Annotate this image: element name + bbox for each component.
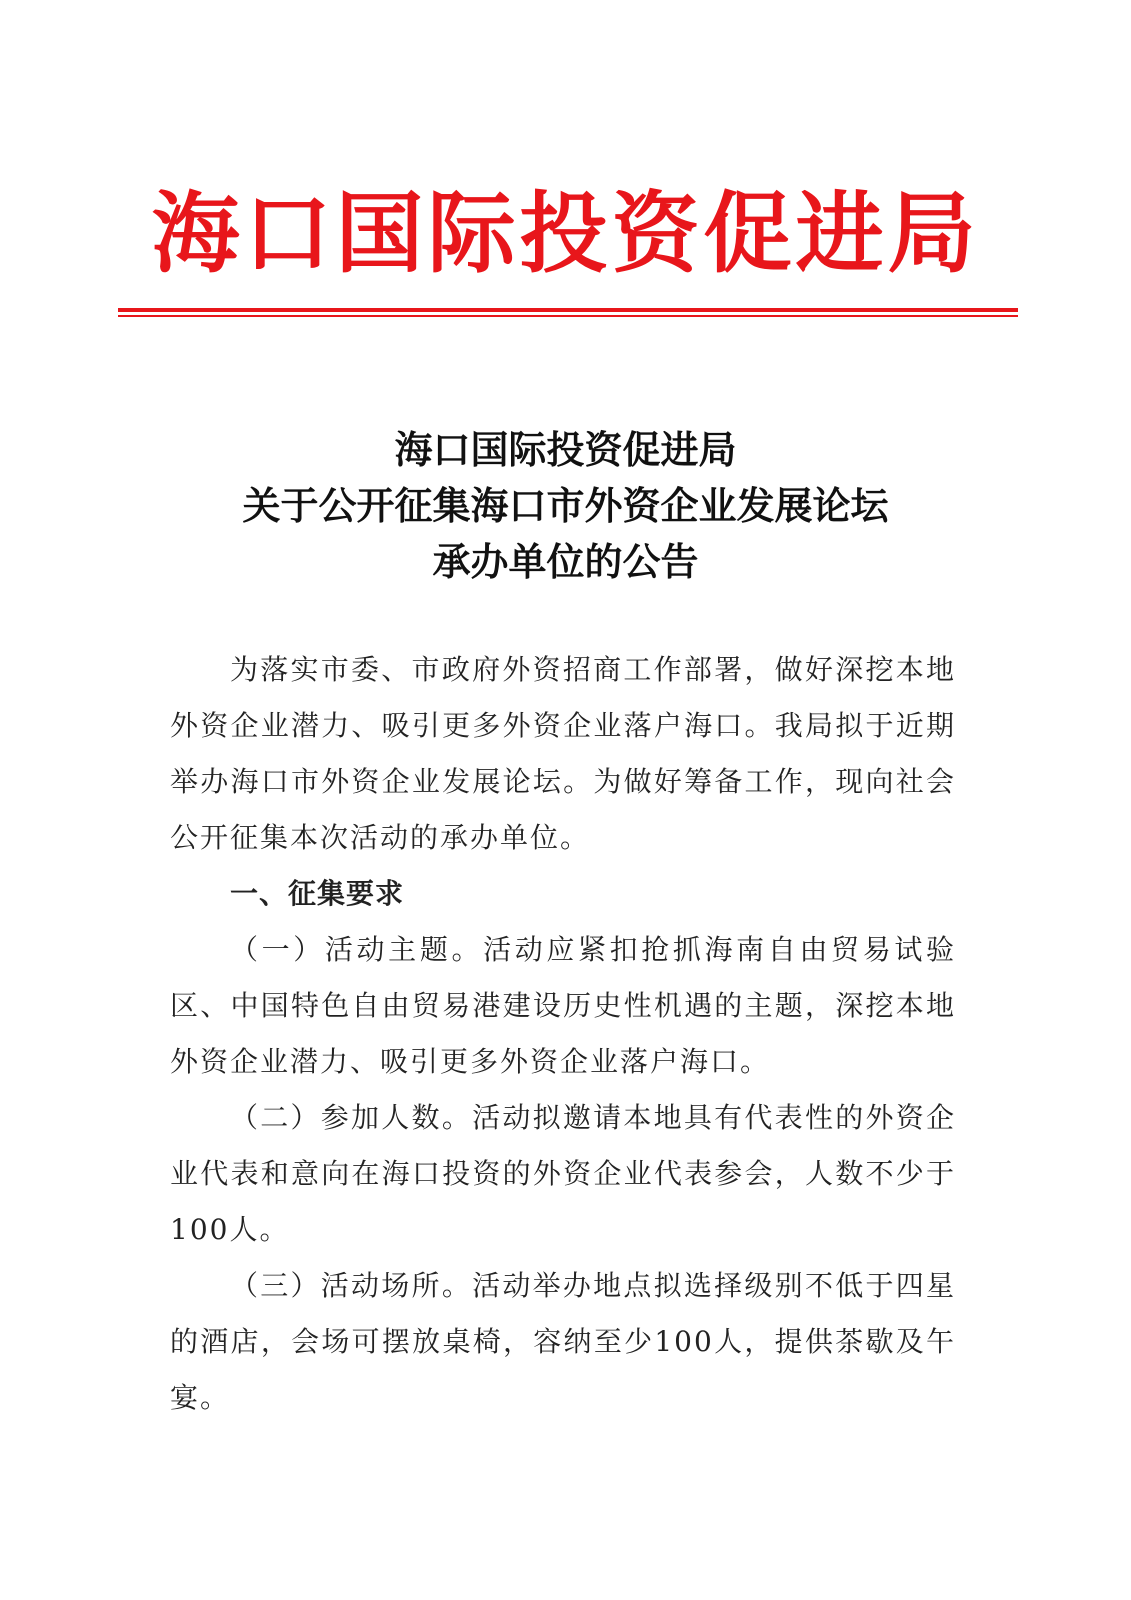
red-header-rule-thin	[118, 315, 1018, 317]
section-heading: 一、征集要求	[230, 877, 405, 910]
item-paragraph-2: （二）参加人数。活动拟邀请本地具有代表性的外资企业代表和意向在海口投资的外资企业代表参会，人数不少于100人。	[170, 1101, 956, 1246]
title-line-3: 承办单位的公告	[432, 539, 699, 584]
red-header-rule	[118, 308, 1018, 312]
item-paragraph-1: （一）活动主题。活动应紧扣抢抓海南自由贸易试验区、中国特色自由贸易港建设历史性机遇的主题，深挖本地外资企业潜力、吸引更多外资企业落户海口。	[170, 933, 956, 1078]
document-body	[170, 642, 956, 1426]
item-paragraph-3: （三）活动场所。活动举办地点拟选择级别不低于四星的酒店，会场可摆放桌椅，容纳至少100人，提供茶歇及午宴。	[170, 1269, 956, 1414]
agency-masthead: 海口国际投资促进局	[151, 181, 980, 285]
title-line-2: 关于公开征集海口市外资企业发展论坛	[242, 483, 889, 528]
intro-paragraph: 为落实市委、市政府外资招商工作部署，做好深挖本地外资企业潜力、吸引更多外资企业落户海口。我局拟于近期举办海口市外资企业发展论坛。为做好筹备工作，现向社会公开征集本次活动的承办单位。	[170, 653, 956, 854]
document-title	[0, 422, 1131, 590]
title-line-1: 海口国际投资促进局	[394, 427, 737, 472]
